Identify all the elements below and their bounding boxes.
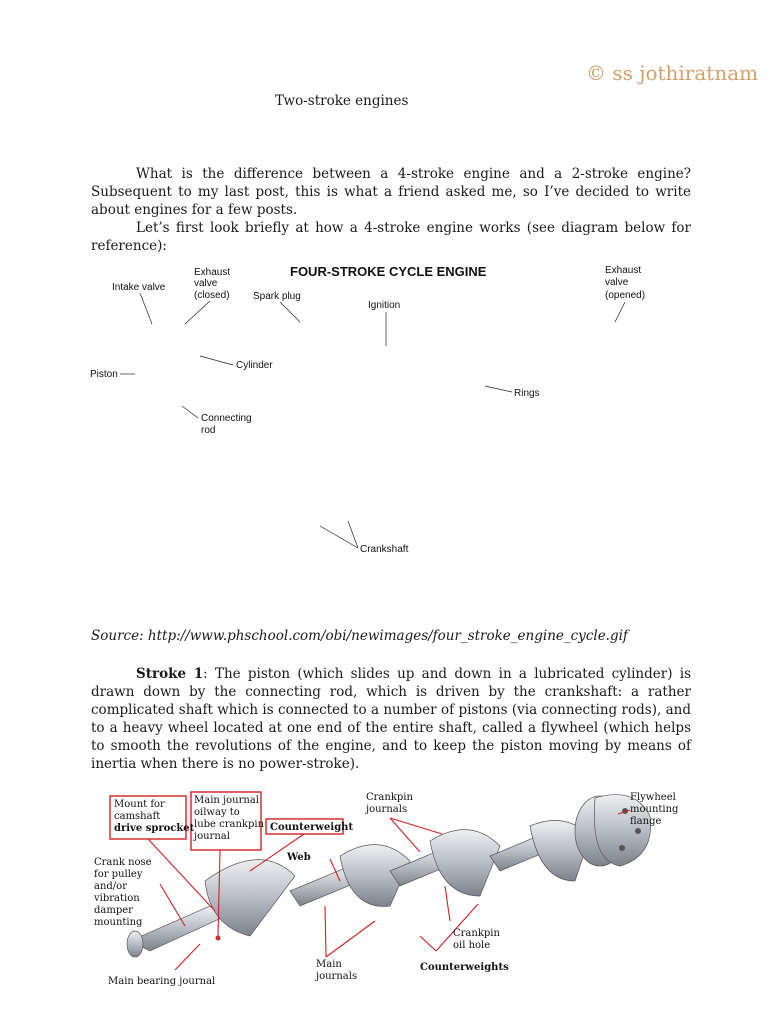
source-citation: Source: http://www.phschool.com/obi/newimages/four_stroke_engine_cycle.gif: [91, 628, 628, 644]
stroke1-label: Stroke 1: [136, 666, 204, 682]
label-connecting-rod-2: rod: [201, 425, 216, 436]
label-main-journals-2: journals: [316, 971, 358, 982]
label-crankpin-journals-1: Crankpin: [366, 792, 413, 803]
intro-paragraph-2: Let’s first look briefly at how a 4-stroke engine works (see diagram below for reference):: [91, 220, 691, 254]
label-exhaust-closed-1: Exhaust: [194, 267, 231, 278]
label-cranknose-4: vibration: [94, 893, 140, 904]
four-stroke-diagram: [90, 256, 650, 608]
label-cranknose-6: mounting: [94, 917, 143, 928]
label-cranknose-5: damper: [94, 905, 133, 916]
label-spark-plug: Spark plug: [253, 291, 301, 302]
label-mainoil-2: oilway to: [194, 807, 240, 818]
label-mainoil-1: Main journal: [194, 795, 259, 806]
figure-title: FOUR-STROKE CYCLE ENGINE: [290, 264, 487, 279]
svg-text:© ss jothiratnam: © ss jothiratnam: [586, 61, 759, 85]
label-flywheel-1: Flywheel: [630, 792, 676, 803]
document-title: Two-stroke engines: [275, 93, 409, 109]
label-exhaust-opened-2: valve: [605, 277, 629, 288]
label-cranknose-2: for pulley: [94, 869, 143, 880]
label-rings: Rings: [514, 388, 540, 399]
label-cranknose-1: Crank nose: [94, 857, 152, 868]
label-web: Web: [287, 852, 311, 863]
label-intake-valve: Intake valve: [112, 282, 166, 293]
label-crankpin-oil-2: oil hole: [453, 940, 491, 951]
label-flywheel-3: flange: [630, 816, 662, 827]
label-main-journals-1: Main: [316, 959, 342, 970]
label-mount-2: camshaft: [114, 811, 161, 822]
crankshaft-diagram: [90, 786, 720, 996]
label-crankpin-journals-2: journals: [366, 804, 408, 815]
label-mainoil-4: journal: [194, 831, 230, 842]
stroke1-text: : The piston (which slides up and down in a lubricated cylinder) is drawn down by the connecting rod, which is driven by the crankshaft: a rather complicated shaft which is connected to a number of pistons (via connecting rods), and to a heavy wheel located at one end of the entire shaft, called a flywheel (which helps to smooth the revolutions of the engine, and to keep the piston moving by means of inertia when there is no power-stroke).: [91, 666, 691, 772]
intro-paragraph: What is the difference between a 4-stroke engine and a 2-stroke engine? Subsequent to my last post, this is what a friend asked me, so I’ve decided to write about engines for a few posts.: [91, 166, 691, 218]
label-cranknose-3: and/or: [94, 881, 127, 892]
label-exhaust-opened-3: (opened): [605, 290, 646, 301]
label-exhaust-opened-1: Exhaust: [605, 265, 642, 276]
label-ignition: Ignition: [368, 300, 401, 311]
label-piston: Piston: [90, 369, 118, 380]
label-crankshaft: Crankshaft: [360, 544, 409, 555]
stroke1-paragraph: [91, 665, 691, 773]
label-counterweight: Counterweight: [270, 822, 354, 833]
label-connecting-rod-1: Connecting: [201, 413, 252, 424]
label-counterweights: Counterweights: [420, 962, 509, 973]
label-main-bearing: Main bearing journal: [108, 976, 216, 987]
label-mainoil-3: lube crankpin: [194, 819, 265, 830]
label-exhaust-closed-2: valve: [194, 278, 218, 289]
label-crankpin-oil-1: Crankpin: [453, 928, 500, 939]
label-mount-3: drive sprocket: [114, 823, 195, 834]
label-exhaust-closed-3: (closed): [194, 290, 230, 301]
label-flywheel-2: mounting: [630, 804, 679, 815]
label-mount-1: Mount for: [114, 799, 165, 810]
label-cylinder: Cylinder: [236, 360, 273, 371]
